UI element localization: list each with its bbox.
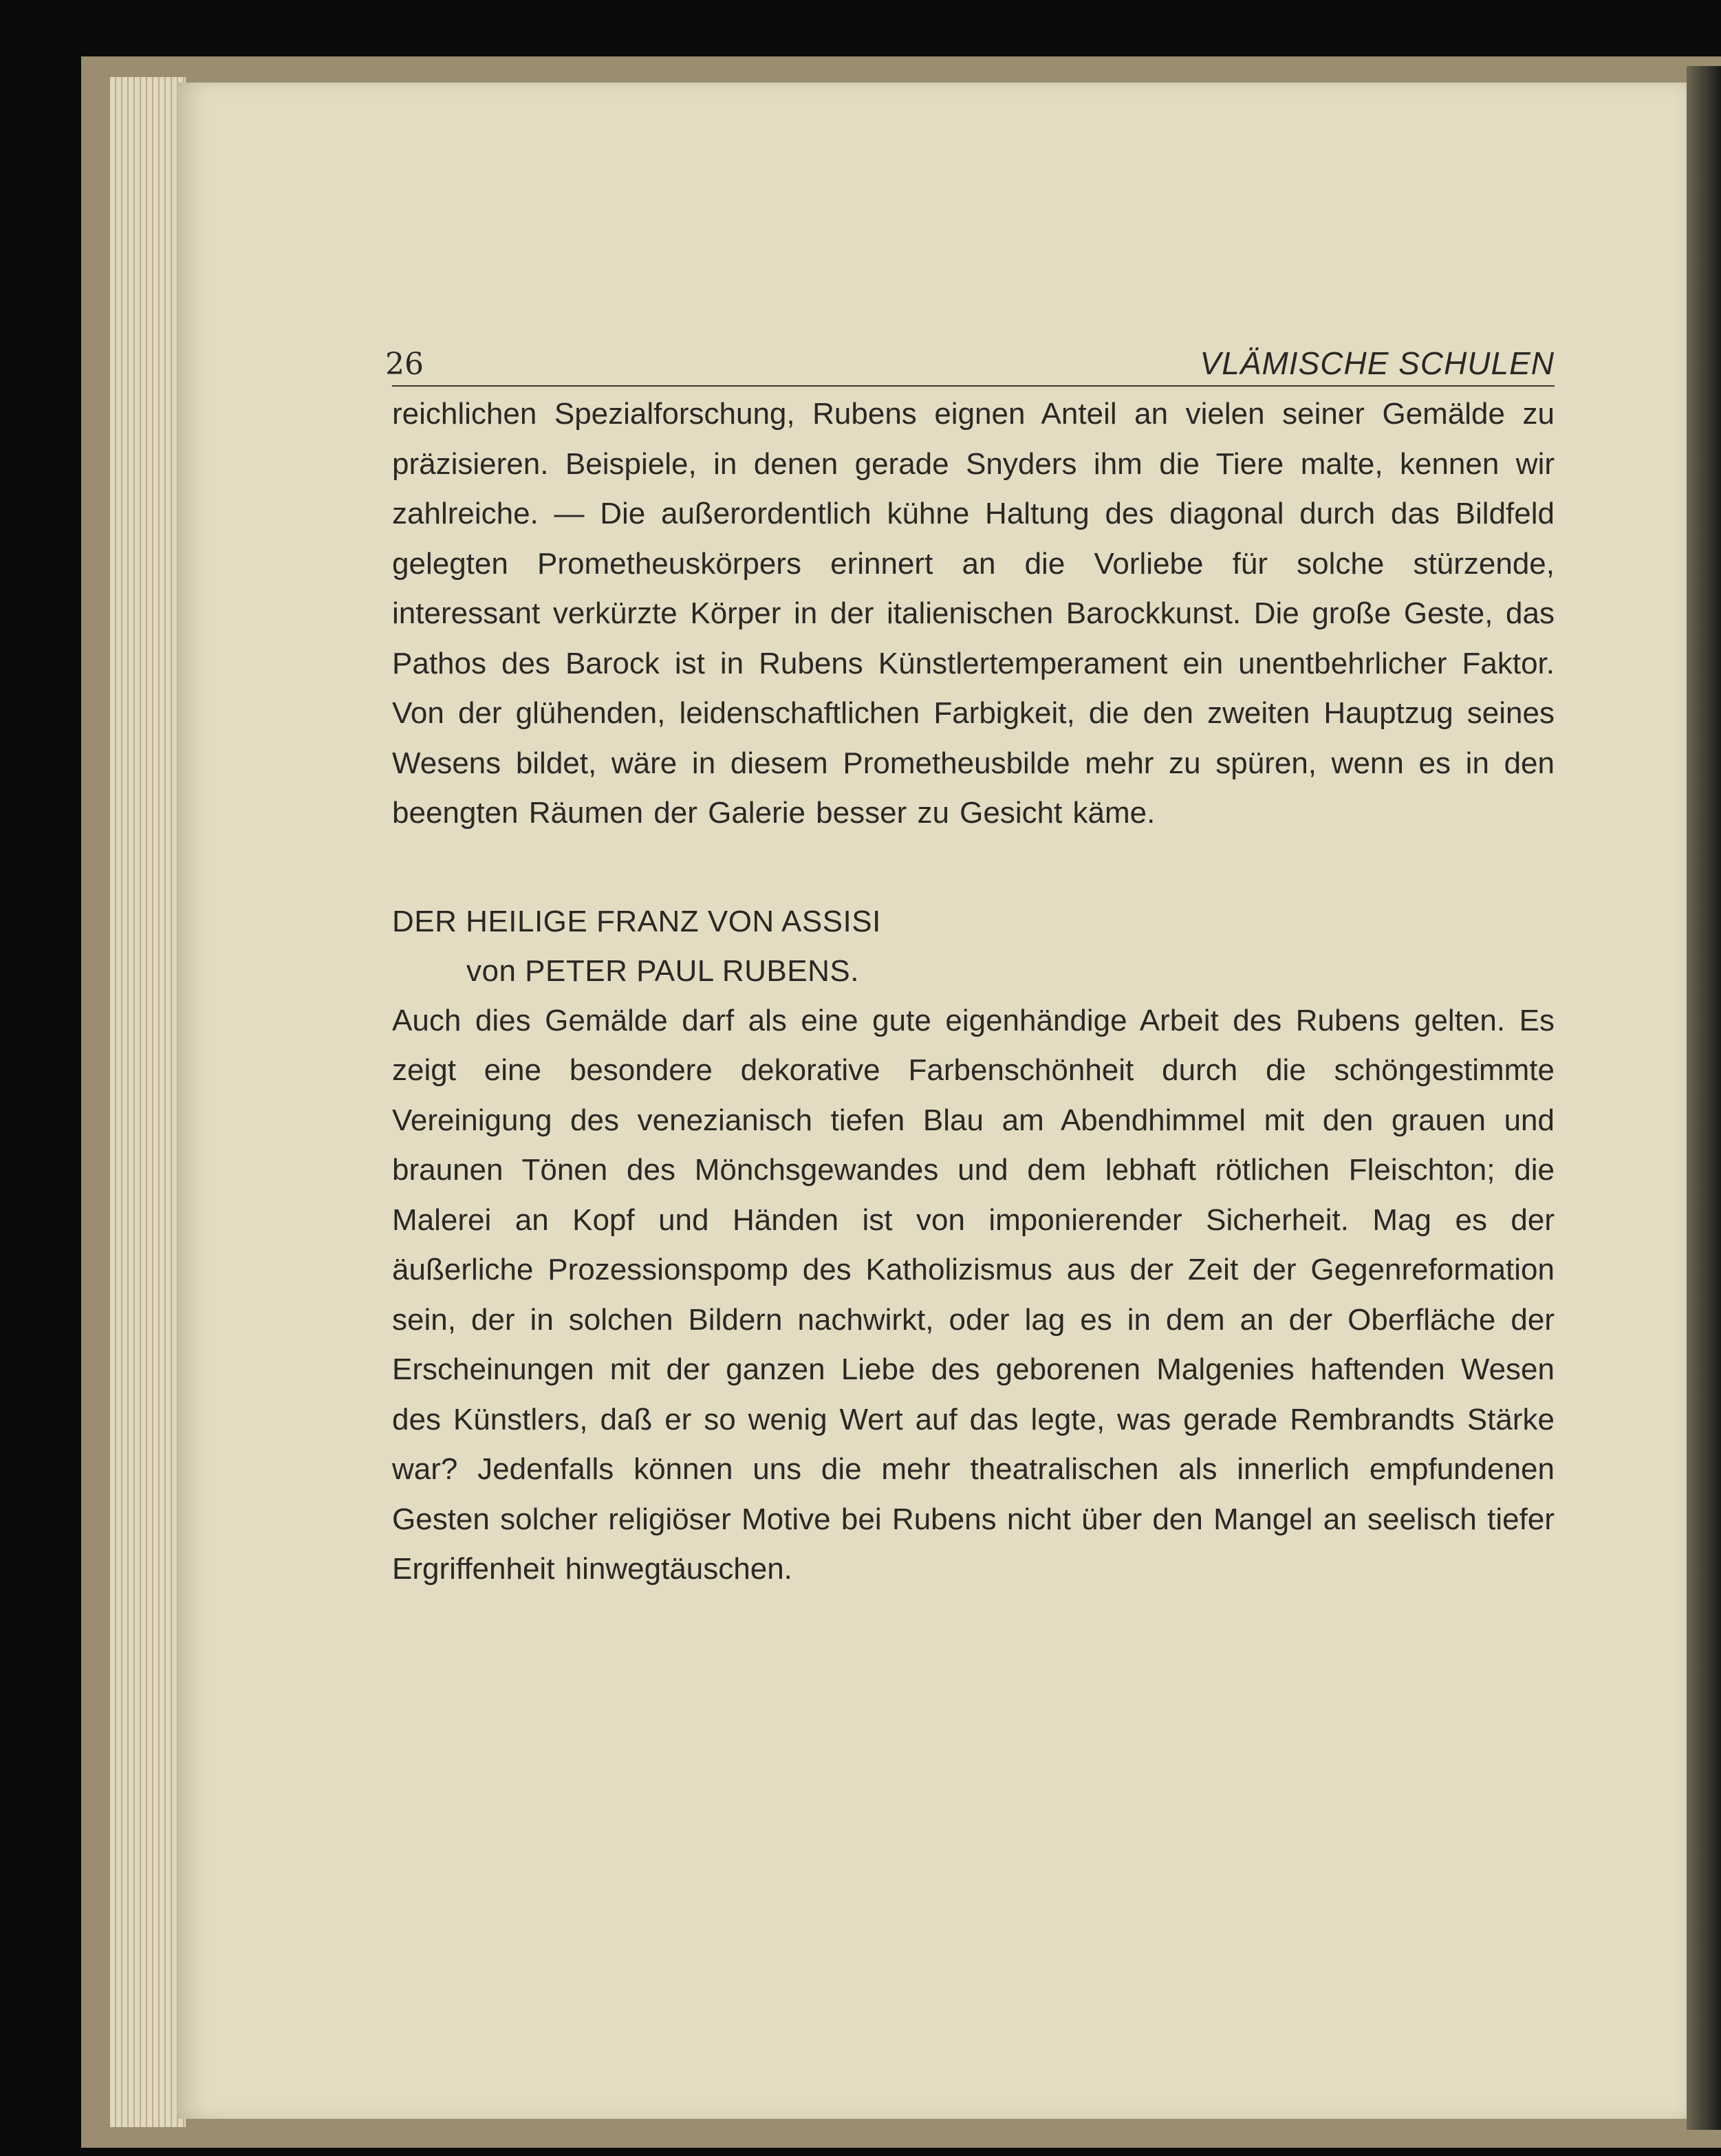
section-subtitle: von PETER PAUL RUBENS. [466, 953, 859, 988]
paragraph-prometheus: reichlichen Spezialforschung, Rubens eignen Anteil an vielen seiner Gemälde zu präzisieren. Beispiele, in denen gerade Snyders ihm die Tiere malte, kennen wir zahlreiche. — Die außerordentlich kühne Haltung des diagonal durch das Bildfeld gelegten Prometheuskörpers erinnert an die Vorliebe für solche stürzende, interessant verkürzte Körper in der italienischen Barockkunst. Die große Geste, das Pathos des Barock ist in Rubens Künstlertemperament ein unentbehrlicher Faktor. Von der glühenden, leidenschaftlichen Farbigkeit, die den zweiten Hauptzug seines Wesens bildet, wäre in diesem Prometheusbilde mehr zu spüren, wenn es in den beengten Räumen der Galerie besser zu Gesicht käme. [392, 397, 1555, 830]
page-number: 26 [385, 347, 424, 382]
chapter-title: VLÄMISCHE SCHULEN [1200, 345, 1555, 381]
page-leaves [110, 77, 186, 2127]
paragraph-franz-von-assisi: Auch dies Gemälde darf als eine gute eigenhändige Arbeit des Rubens gelten. Es zeigt eine besondere dekorative Farbenschönheit durch die schöngestimmte Vereinigung des venezianisch tiefen Blau am Abendhimmel mit den grauen und braunen Tönen des Mönchsgewandes und dem lebhaft rötlichen Fleischton; die Malerei an Kopf und Händen ist von imponierender Sicherheit. Mag es der äußerliche Prozessionspomp des Katholizismus aus der Zeit der Gegenreformation sein, der in solchen Bildern nachwirkt, oder lag es in dem an der Oberfläche der Erscheinungen mit der ganzen Liebe des geborenen Malgenies haftenden Wesen des Künstlers, daß er so wenig Wert auf das legte, was gerade Rembrandts Stärke war? Jedenfalls können uns die mehr theatralischen als innerlich empfundenen Gesten solcher religiöser Motive bei Rubens nicht über den Mangel an seelisch tiefer Ergriffenheit hinwegtäuschen. [392, 1003, 1555, 1586]
running-head [385, 337, 1555, 387]
book-spine-edge [1687, 66, 1721, 2130]
section-title: DER HEILIGE FRANZ VON ASSISI [392, 904, 881, 938]
page-content [385, 337, 1555, 1595]
